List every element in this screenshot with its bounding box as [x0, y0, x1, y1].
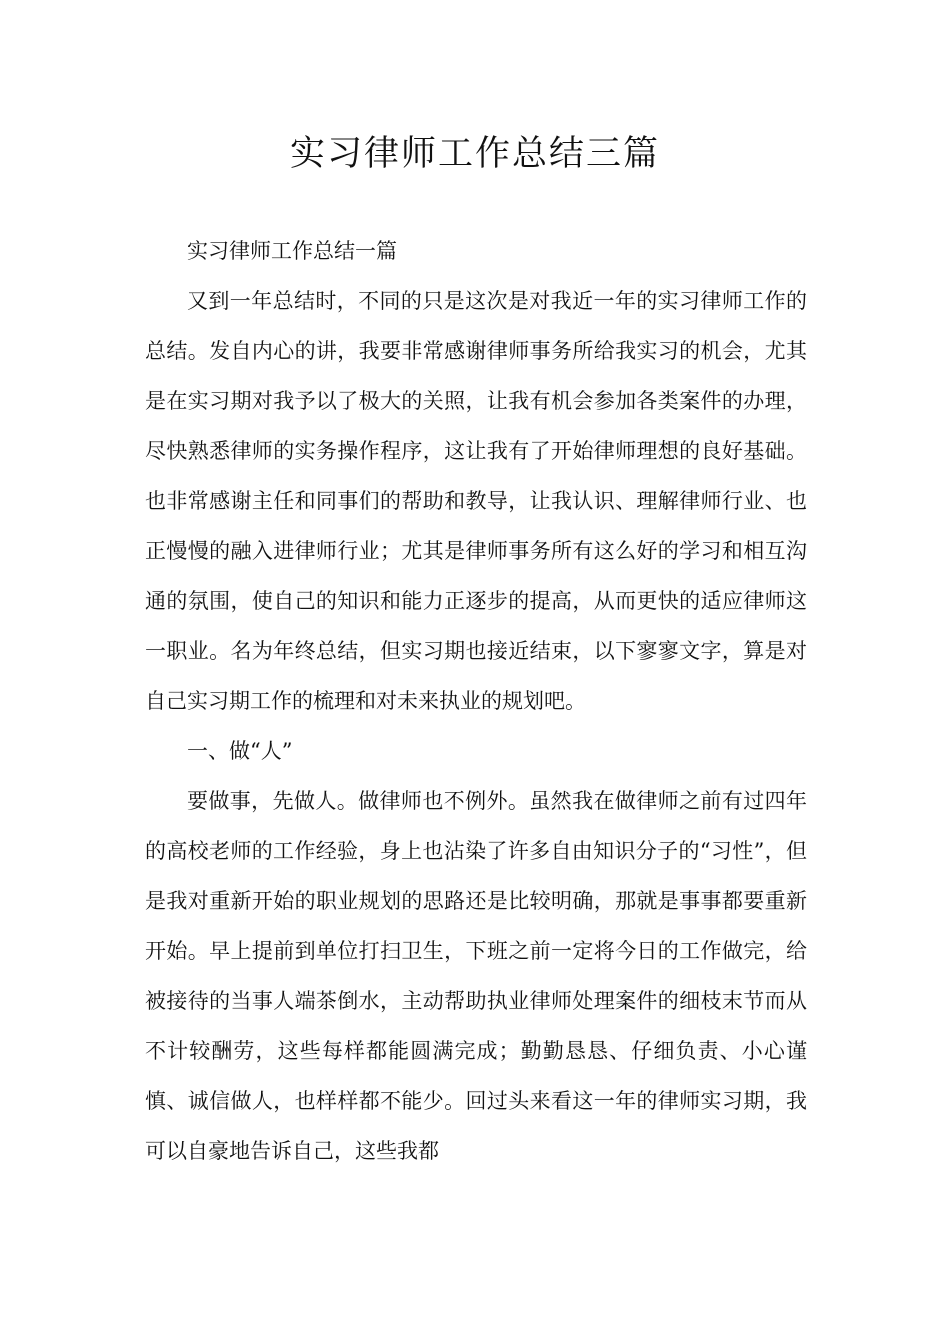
paragraph: 又到一年总结时，不同的只是这次是对我近一年的实习律师工作的总结。发自内心的讲，我要非常感谢律师事务所给我实习的机会，尤其是在实习期对我予以了极大的关照，让我有机会参加各类案件的办理，尽快熟悉律师的实务操作程序，这让我有了开始律师理想的良好基础。也非常感谢主任和同事们的帮助和教导，让我认识、理解律师行业、也正慢慢的融入进律师行业；尤其是律师事务所有这么好的学习和相互沟通的氛围，使自己的知识和能力正逐步的提高，从而更快的适应律师这一职业。名为年终总结，但实习期也接近结束，以下寥寥文字，算是对自己实习期工作的梳理和对未来执业的规划吧。 [145, 289, 807, 713]
document-body [145, 226, 807, 1176]
section-heading: 实习律师工作总结一篇 [187, 239, 397, 263]
paragraph: 要做事，先做人。做律师也不例外。虽然我在做律师之前有过四年的高校老师的工作经验，身上也沾染了许多自由知识分子的“习性”，但是我对重新开始的职业规划的思路还是比较明确，那就是事事都要重新开始。早上提前到单位打扫卫生，下班之前一定将今日的工作做完，给被接待的当事人端茶倒水，主动帮助执业律师处理案件的细枝末节而从不计较酬劳，这些每样都能圆满完成；勤勤恳恳、仔细负责、小心谨慎、诚信做人，也样样都不能少。回过头来看这一年的律师实习期，我可以自豪地告诉自己，这些我都 [145, 789, 807, 1163]
document-title: 实习律师工作总结三篇 [289, 134, 660, 174]
subsection-heading: 一、做“人” [187, 739, 293, 763]
